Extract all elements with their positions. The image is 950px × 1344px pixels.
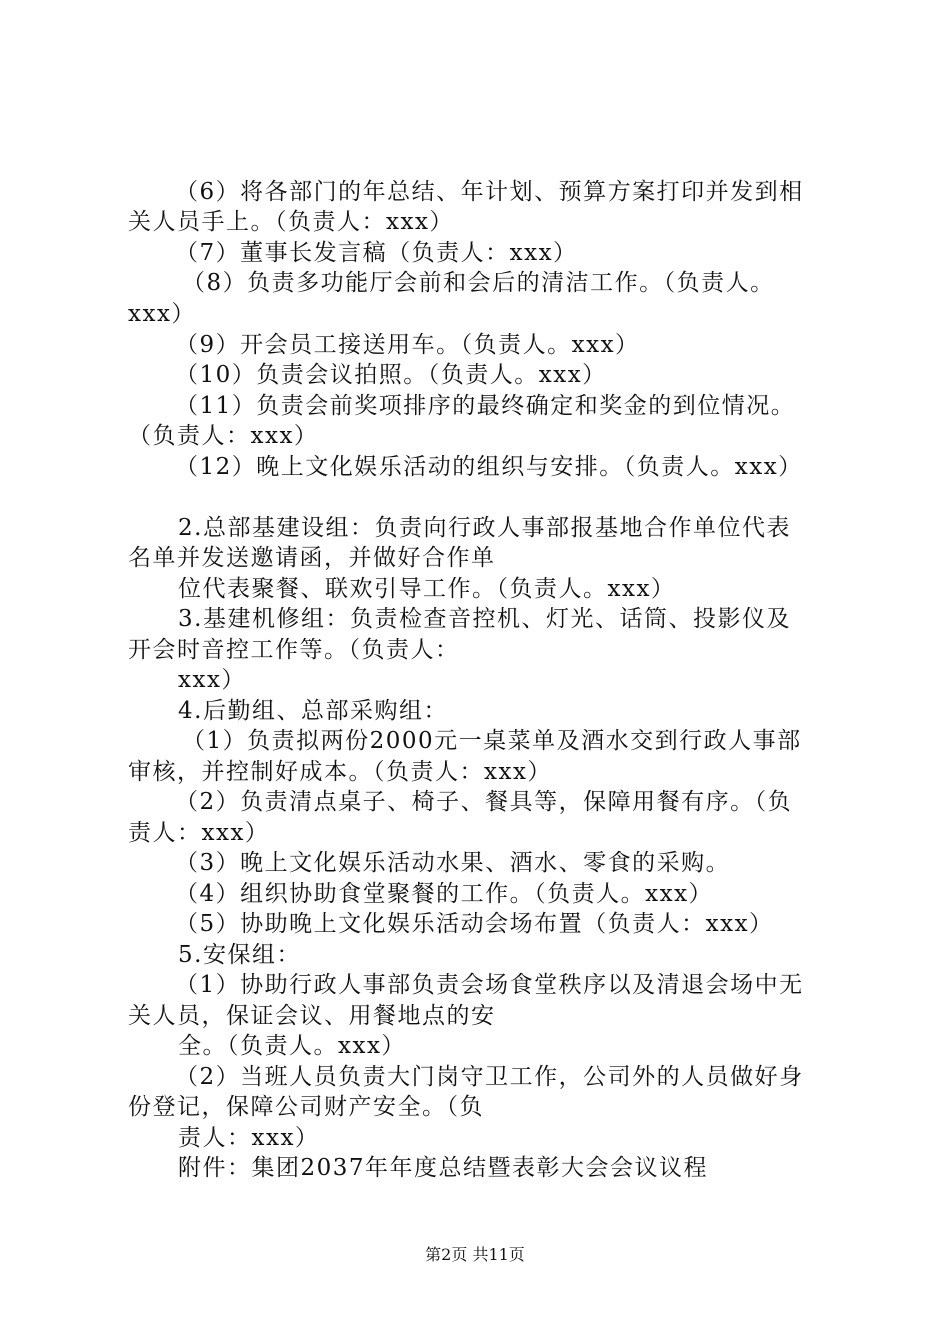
text-line: 5.安保组： bbox=[178, 942, 301, 968]
text-line: （6）将各部门的年总结、年计划、预算方案打印并发到相 bbox=[175, 179, 804, 205]
attachment-line: 附件：集团2037年年度总结暨表彰大会会议议程 bbox=[178, 1155, 709, 1181]
text-line: xxx） bbox=[178, 667, 246, 693]
text-line: 关人员，保证会议、用餐地点的安 bbox=[128, 1003, 496, 1029]
text-line: 责人：xxx） bbox=[178, 1125, 320, 1151]
text-line: （5）协助晚上文化娱乐活动会场布置（负责人：xxx） bbox=[175, 911, 774, 937]
text-line: （2）负责清点桌子、椅子、餐具等，保障用餐有序。（负 bbox=[175, 789, 793, 815]
text-line: 全。（负责人。xxx） bbox=[178, 1033, 406, 1059]
text-line: 份登记，保障公司财产安全。（负 bbox=[128, 1094, 484, 1120]
text-line: （3）晚上文化娱乐活动水果、酒水、零食的采购。 bbox=[175, 850, 731, 876]
text-line: （2）当班人员负责大门岗守卫工作，公司外的人员做好身 bbox=[175, 1064, 804, 1090]
text-line: （8）负责多功能厅会前和会后的清洁工作。（负责人。 bbox=[182, 270, 775, 296]
text-line: （11）负责会前奖项排序的最终确定和奖金的到位情况。 bbox=[175, 393, 796, 419]
text-line: 4.后勤组、总部采购组： bbox=[178, 698, 448, 724]
text-line: 位代表聚餐、联欢引导工作。（负责人。xxx） bbox=[178, 576, 676, 602]
text-line: （负责人：xxx） bbox=[128, 423, 319, 449]
text-line: xxx） bbox=[128, 301, 196, 327]
text-line: （7）董事长发言稿（负责人：xxx） bbox=[175, 240, 578, 266]
text-line: 2.总部基建设组：负责向行政人事部报基地合作单位代表 bbox=[178, 515, 791, 541]
text-line: 开会时音控工作等。（负责人： bbox=[128, 637, 460, 663]
text-line: （12）晚上文化娱乐活动的组织与安排。（负责人。xxx） bbox=[175, 454, 803, 480]
text-line: （10）负责会议拍照。（负责人。xxx） bbox=[175, 362, 607, 388]
text-line: 3.基建机修组：负责检查音控机、灯光、话筒、投影仪及 bbox=[178, 606, 791, 632]
text-line: 审核，并控制好成本。（负责人：xxx） bbox=[128, 759, 552, 785]
text-line: 名单并发送邀请函，并做好合作单 bbox=[128, 545, 496, 571]
text-line: （9）开会员工接送用车。（负责人。xxx） bbox=[175, 332, 640, 358]
text-line: 关人员手上。（负责人：xxx） bbox=[128, 209, 454, 235]
page-footer: 第2页 共11页 bbox=[425, 1245, 525, 1264]
text-line: （4）组织协助食堂聚餐的工作。（负责人。xxx） bbox=[175, 881, 714, 907]
text-line: （1）协助行政人事部负责会场食堂秩序以及清退会场中无 bbox=[175, 972, 804, 998]
text-line: 责人：xxx） bbox=[128, 820, 270, 846]
text-line: （1）负责拟两份2000元一桌菜单及酒水交到行政人事部 bbox=[182, 728, 802, 754]
